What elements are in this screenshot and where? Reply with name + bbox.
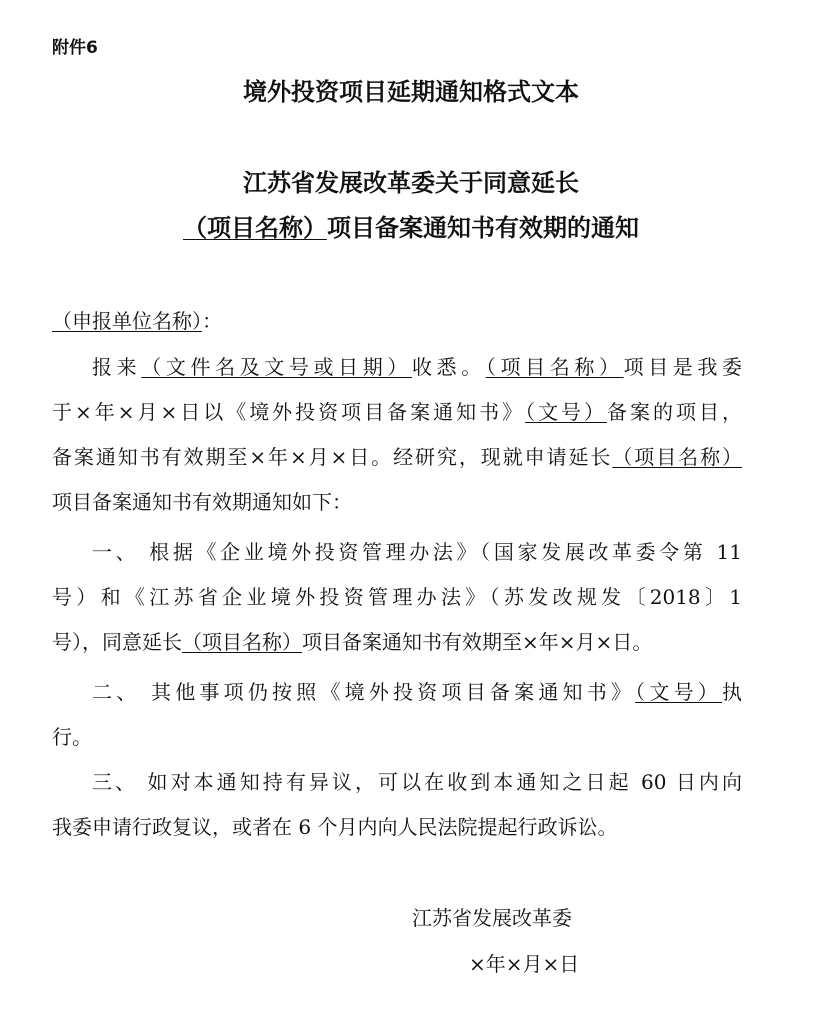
paragraph1-line2 [52,396,742,425]
project-name-placeholder: （项目名称） [612,445,743,469]
project-name-placeholder: （项目名称） [182,630,302,654]
notice-title-line1: 江苏省发展改革委关于同意延长 [243,169,579,197]
addressee [52,305,222,334]
text: 二、 其他事项仍按照《境外投资项目备案通知书》 [92,680,636,704]
addressee-colon: ： [202,309,222,333]
paragraph1-line1 [92,351,742,380]
addressee-name: （申报单位名称） [52,309,202,333]
item1-line2: 号）和《江苏省企业境外投资管理办法》（苏发改规发〔2018〕1 [52,585,742,609]
text: 于×年×月×日以《境外投资项目备案通知书》 [52,400,526,424]
file-name-placeholder: （文件名及文号或日期） [141,355,413,379]
notice-title-rest: 项目备案通知书有效期的通知 [327,214,639,242]
text: 项目备案通知书有效期至×年×月×日。 [302,630,653,654]
paragraph1-line4: 项目备案通知书有效期通知如下： [52,490,352,514]
document-title: 境外投资项目延期通知格式文本 [243,78,579,106]
document-number-placeholder: （文号） [635,680,723,704]
item3-line1: 三、 如对本通知持有异议，可以在收到本通知之日起 60 日内向 [92,770,742,794]
text: 收悉。 [412,355,486,379]
paragraph1-line3 [52,441,742,470]
text: 报来 [92,355,142,379]
text: 项目是我委 [623,355,743,379]
item2-line1 [92,676,742,705]
attachment-label: 附件6 [52,38,98,58]
project-name-placeholder: （项目名称） [485,355,624,379]
notice-title-line2 [0,208,822,243]
text: 备案的项目， [607,400,743,424]
text: 备案通知书有效期至×年×月×日。经研究，现就申请延长 [52,445,613,469]
document-number-placeholder: （文号） [525,400,608,424]
signature-org: 江苏省发展改革委 [412,906,572,930]
text: 执 [722,680,743,704]
text: 号），同意延长 [52,630,182,654]
item3-line2: 我委申请行政复议，或者在 6 个月内向人民法院提起行政诉讼。 [52,815,618,839]
signature-date: ×年×月×日 [469,952,580,976]
item1-line3 [52,626,652,655]
item1-line1: 一、 根据《企业境外投资管理办法》（国家发展改革委令第 11 [92,540,742,564]
item2-line2: 行。 [52,725,92,749]
notice-title-project-name: （项目名称） [183,214,327,242]
